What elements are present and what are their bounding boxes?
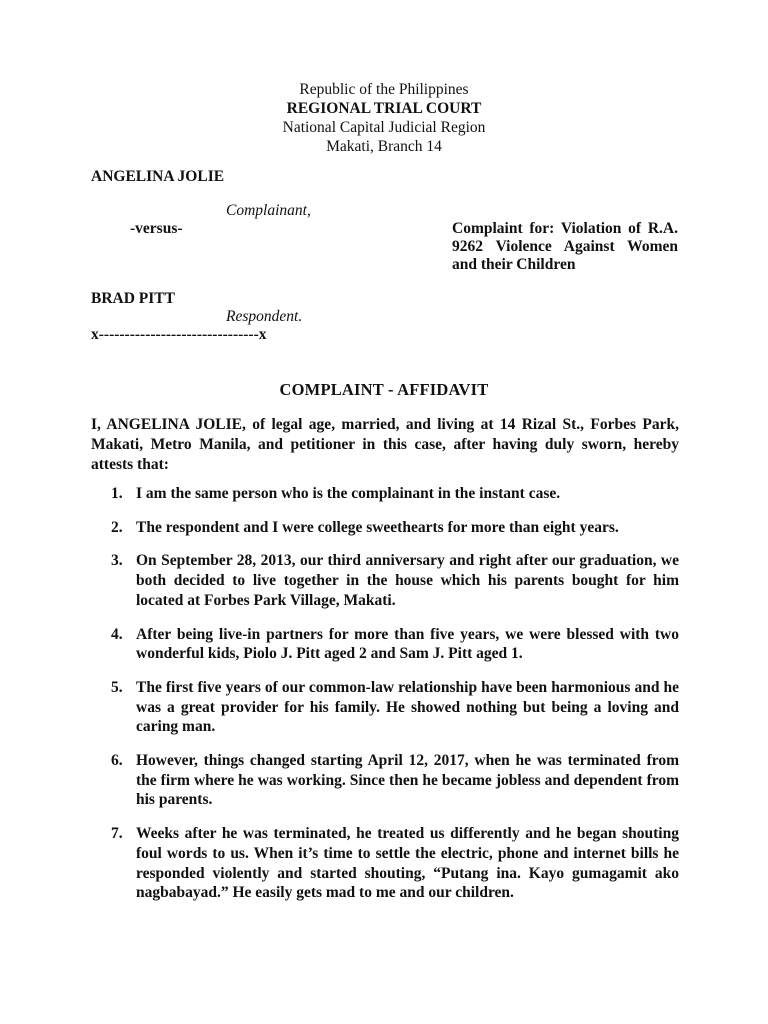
item-text: Weeks after he was terminated, he treated us differently and he began shouting foul words to us. When it’s time to settle the electric, phone and internet bills he responded violently and started shouting, “Putang ina. Kayo gumagamit ako nagbabayad.” He easily gets mad to me and our children. bbox=[136, 825, 679, 902]
item-text: The first five years of our common-law relationship have been harmonious and he was a great provider for his family. He showed nothing but being a loving and caring man. bbox=[136, 678, 679, 736]
intro-name: ANGELINA JOLIE bbox=[106, 416, 242, 433]
item-number: 4. bbox=[111, 625, 123, 643]
item-number: 7. bbox=[111, 825, 123, 843]
intro-paragraph bbox=[91, 415, 679, 475]
branch-line: Makati, Branch 14 bbox=[326, 138, 442, 155]
item-number: 1. bbox=[111, 485, 123, 502]
item-text: The respondent and I were college sweethearts for more than eight years. bbox=[136, 518, 619, 536]
list-item bbox=[91, 824, 679, 903]
respondent-name: BRAD PITT bbox=[91, 290, 175, 307]
list-item bbox=[91, 625, 679, 664]
list-item bbox=[91, 751, 679, 810]
court-name: REGIONAL TRIAL COURT bbox=[286, 100, 482, 117]
list-item bbox=[91, 484, 679, 504]
document-title: COMPLAINT - AFFIDAVIT bbox=[279, 380, 489, 399]
complainant-role: Complainant, bbox=[226, 202, 311, 219]
judicial-region: National Capital Judicial Region bbox=[282, 119, 486, 136]
list-item bbox=[91, 551, 679, 610]
item-number: 5. bbox=[111, 678, 123, 696]
complaint-for: Complaint for: Violation of R.A. 9262 Violence Against Women and their Children bbox=[452, 220, 678, 273]
respondent-role: Respondent. bbox=[226, 308, 303, 325]
item-number: 6. bbox=[111, 752, 123, 770]
republic-line: Republic of the Philippines bbox=[299, 81, 469, 98]
item-text: I am the same person who is the complainant in the instant case. bbox=[136, 485, 561, 502]
list-item bbox=[91, 518, 679, 538]
court-header bbox=[0, 80, 768, 156]
intro-prefix: I, bbox=[91, 416, 107, 433]
versus-label: -versus- bbox=[130, 220, 183, 237]
item-number: 3. bbox=[111, 552, 123, 570]
allegations-list bbox=[91, 484, 679, 903]
item-text: On September 28, 2013, our third anniversary and right after our graduation, we both decided to live together in the house which his parents bought for him located at Forbes Park Village, Makati. bbox=[136, 552, 679, 609]
item-number: 2. bbox=[111, 518, 123, 536]
item-text: However, things changed starting April 12, 2017, when he was terminated from the firm where he was working. Since then he became jobless and dependent from his parents. bbox=[136, 752, 679, 809]
list-item bbox=[91, 678, 679, 737]
item-text: After being live-in partners for more than five years, we were blessed with two wonderful kids, Piolo J. Pitt aged 2 and Sam J. Pitt aged 1. bbox=[136, 625, 679, 663]
complainant-name: ANGELINA JOLIE bbox=[91, 168, 225, 185]
caption-separator: x-------------------------------x bbox=[91, 326, 267, 343]
intro-text: , of legal age, married, and living at 14 Rizal St., Forbes Park, Makati, Metro Manila, and petitioner in this case, after having duly sworn, hereby attests that: bbox=[91, 416, 679, 473]
